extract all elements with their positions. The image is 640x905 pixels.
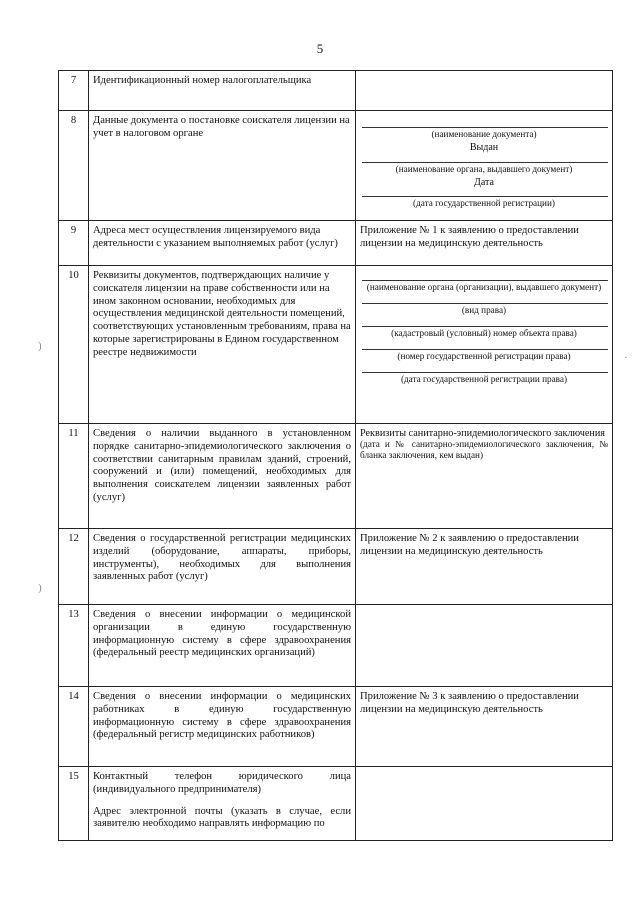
blank-line[interactable] [362, 341, 608, 350]
row-number: 9 [59, 221, 89, 266]
row-label-phone: Контактный телефон юридического лица (индивидуального предпринимателя) [93, 771, 351, 795]
license-application-table [58, 70, 613, 841]
table-row [59, 687, 613, 767]
blank-line[interactable] [362, 115, 608, 128]
field-caption: (наименование органа, выдавшего документ) [395, 163, 573, 174]
blank-line[interactable] [362, 318, 608, 327]
blank-line[interactable] [362, 154, 608, 163]
row-number: 15 [59, 767, 89, 841]
field-caption: (дата государственной регистрации права) [400, 374, 568, 384]
page-number: 5 [316, 41, 324, 56]
row-number: 8 [59, 111, 89, 221]
table-row [59, 529, 613, 605]
row-label-email: Адрес электронной почты (указать в случае, если заявителю необходимо направлять информацию по [93, 805, 351, 830]
field-caption: (наименование документа) [431, 129, 537, 139]
row-number: 13 [59, 605, 89, 687]
field-subheading: Выдан [469, 142, 499, 153]
table-row [59, 221, 613, 266]
row-number: 10 [59, 266, 89, 424]
margin-mark: ) [38, 582, 42, 594]
field-caption: (кадастровый (условный) номер объекта права) [391, 328, 577, 338]
row-value-empty[interactable] [356, 767, 613, 841]
row-label: Адреса мест осуществления лицензируемого вида деятельности с указанием выполняемых работ (услуг) [89, 221, 356, 266]
row-label [89, 767, 356, 841]
table-row [59, 424, 613, 529]
blank-line[interactable] [362, 270, 608, 281]
field-subheading: Дата [474, 176, 494, 188]
row-value-empty[interactable] [356, 71, 613, 111]
row-value[interactable] [356, 266, 613, 424]
margin-mark: ) [38, 340, 42, 352]
field-caption: (вид права) [461, 305, 507, 315]
row-number: 14 [59, 687, 89, 767]
row-label: Сведения о наличии выданного в установленном порядке санитарно-эпидемиологического заключения о соответствии санитарным правилам зданий, строений, сооружений и (или) помещений, необходимых для выполнения соискателем лицензии заявленных работ (услуг) [89, 424, 356, 529]
blank-line[interactable] [362, 295, 608, 304]
blank-line[interactable] [362, 364, 608, 373]
row-label: Идентификационный номер налогоплательщика [89, 71, 356, 111]
row-label: Сведения о внесении информации о медицинской организации в единую государственную информационную систему в сфере здравоохранения (федеральный реестр медицинских организаций) [89, 605, 356, 687]
row-value[interactable] [356, 111, 613, 221]
row-number: 12 [59, 529, 89, 605]
row-label: Данные документа о постановке соискателя лицензии на учет в налоговом органе [89, 111, 356, 221]
row-number: 7 [59, 71, 89, 111]
row-value-empty[interactable] [356, 605, 613, 687]
row-value [356, 424, 613, 529]
row-label: Реквизиты документов, подтверждающих наличие у соискателя лицензии на праве собственности или на ином законном основании, необходимых для осуществления медицинской деятельности помещений, соответствующих установленным требованиям, права на которые зарегистрированы в Едином государственном реестре недвижимости [89, 266, 356, 424]
row-label: Сведения о внесении информации о медицинских работниках в единую государственную информационную систему в сфере здравоохранения (федеральный регистр медицинских работников) [89, 687, 356, 767]
value-detail: (дата и № санитарно-эпидемиологического заключения, № бланка заключения, кем выдан) [360, 439, 608, 461]
field-caption: (наименование органа (организации), выдавшего документ) [366, 282, 602, 292]
row-number: 11 [59, 424, 89, 529]
margin-mark: · [624, 352, 628, 364]
value-heading: Реквизиты санитарно-эпидемиологического заключения [360, 428, 605, 439]
table-row [59, 266, 613, 424]
row-value: Приложение № 1 к заявлению о предоставлении лицензии на медицинскую деятельность [356, 221, 613, 266]
table-row [59, 71, 613, 111]
table-row [59, 111, 613, 221]
row-value: Приложение № 2 к заявлению о предоставлении лицензии на медицинскую деятельность [356, 529, 613, 605]
blank-line[interactable] [362, 188, 608, 197]
field-caption: (номер государственной регистрации права) [397, 351, 571, 361]
row-label: Сведения о государственной регистрации медицинских изделий (оборудование, аппараты, приборы, инструменты), необходимых для выполнения заявленных работ (услуг) [89, 529, 356, 605]
row-value: Приложение № 3 к заявлению о предоставлении лицензии на медицинскую деятельность [356, 687, 613, 767]
table-row [59, 605, 613, 687]
table-row [59, 767, 613, 841]
field-caption: (дата государственной регистрации) [413, 198, 555, 208]
